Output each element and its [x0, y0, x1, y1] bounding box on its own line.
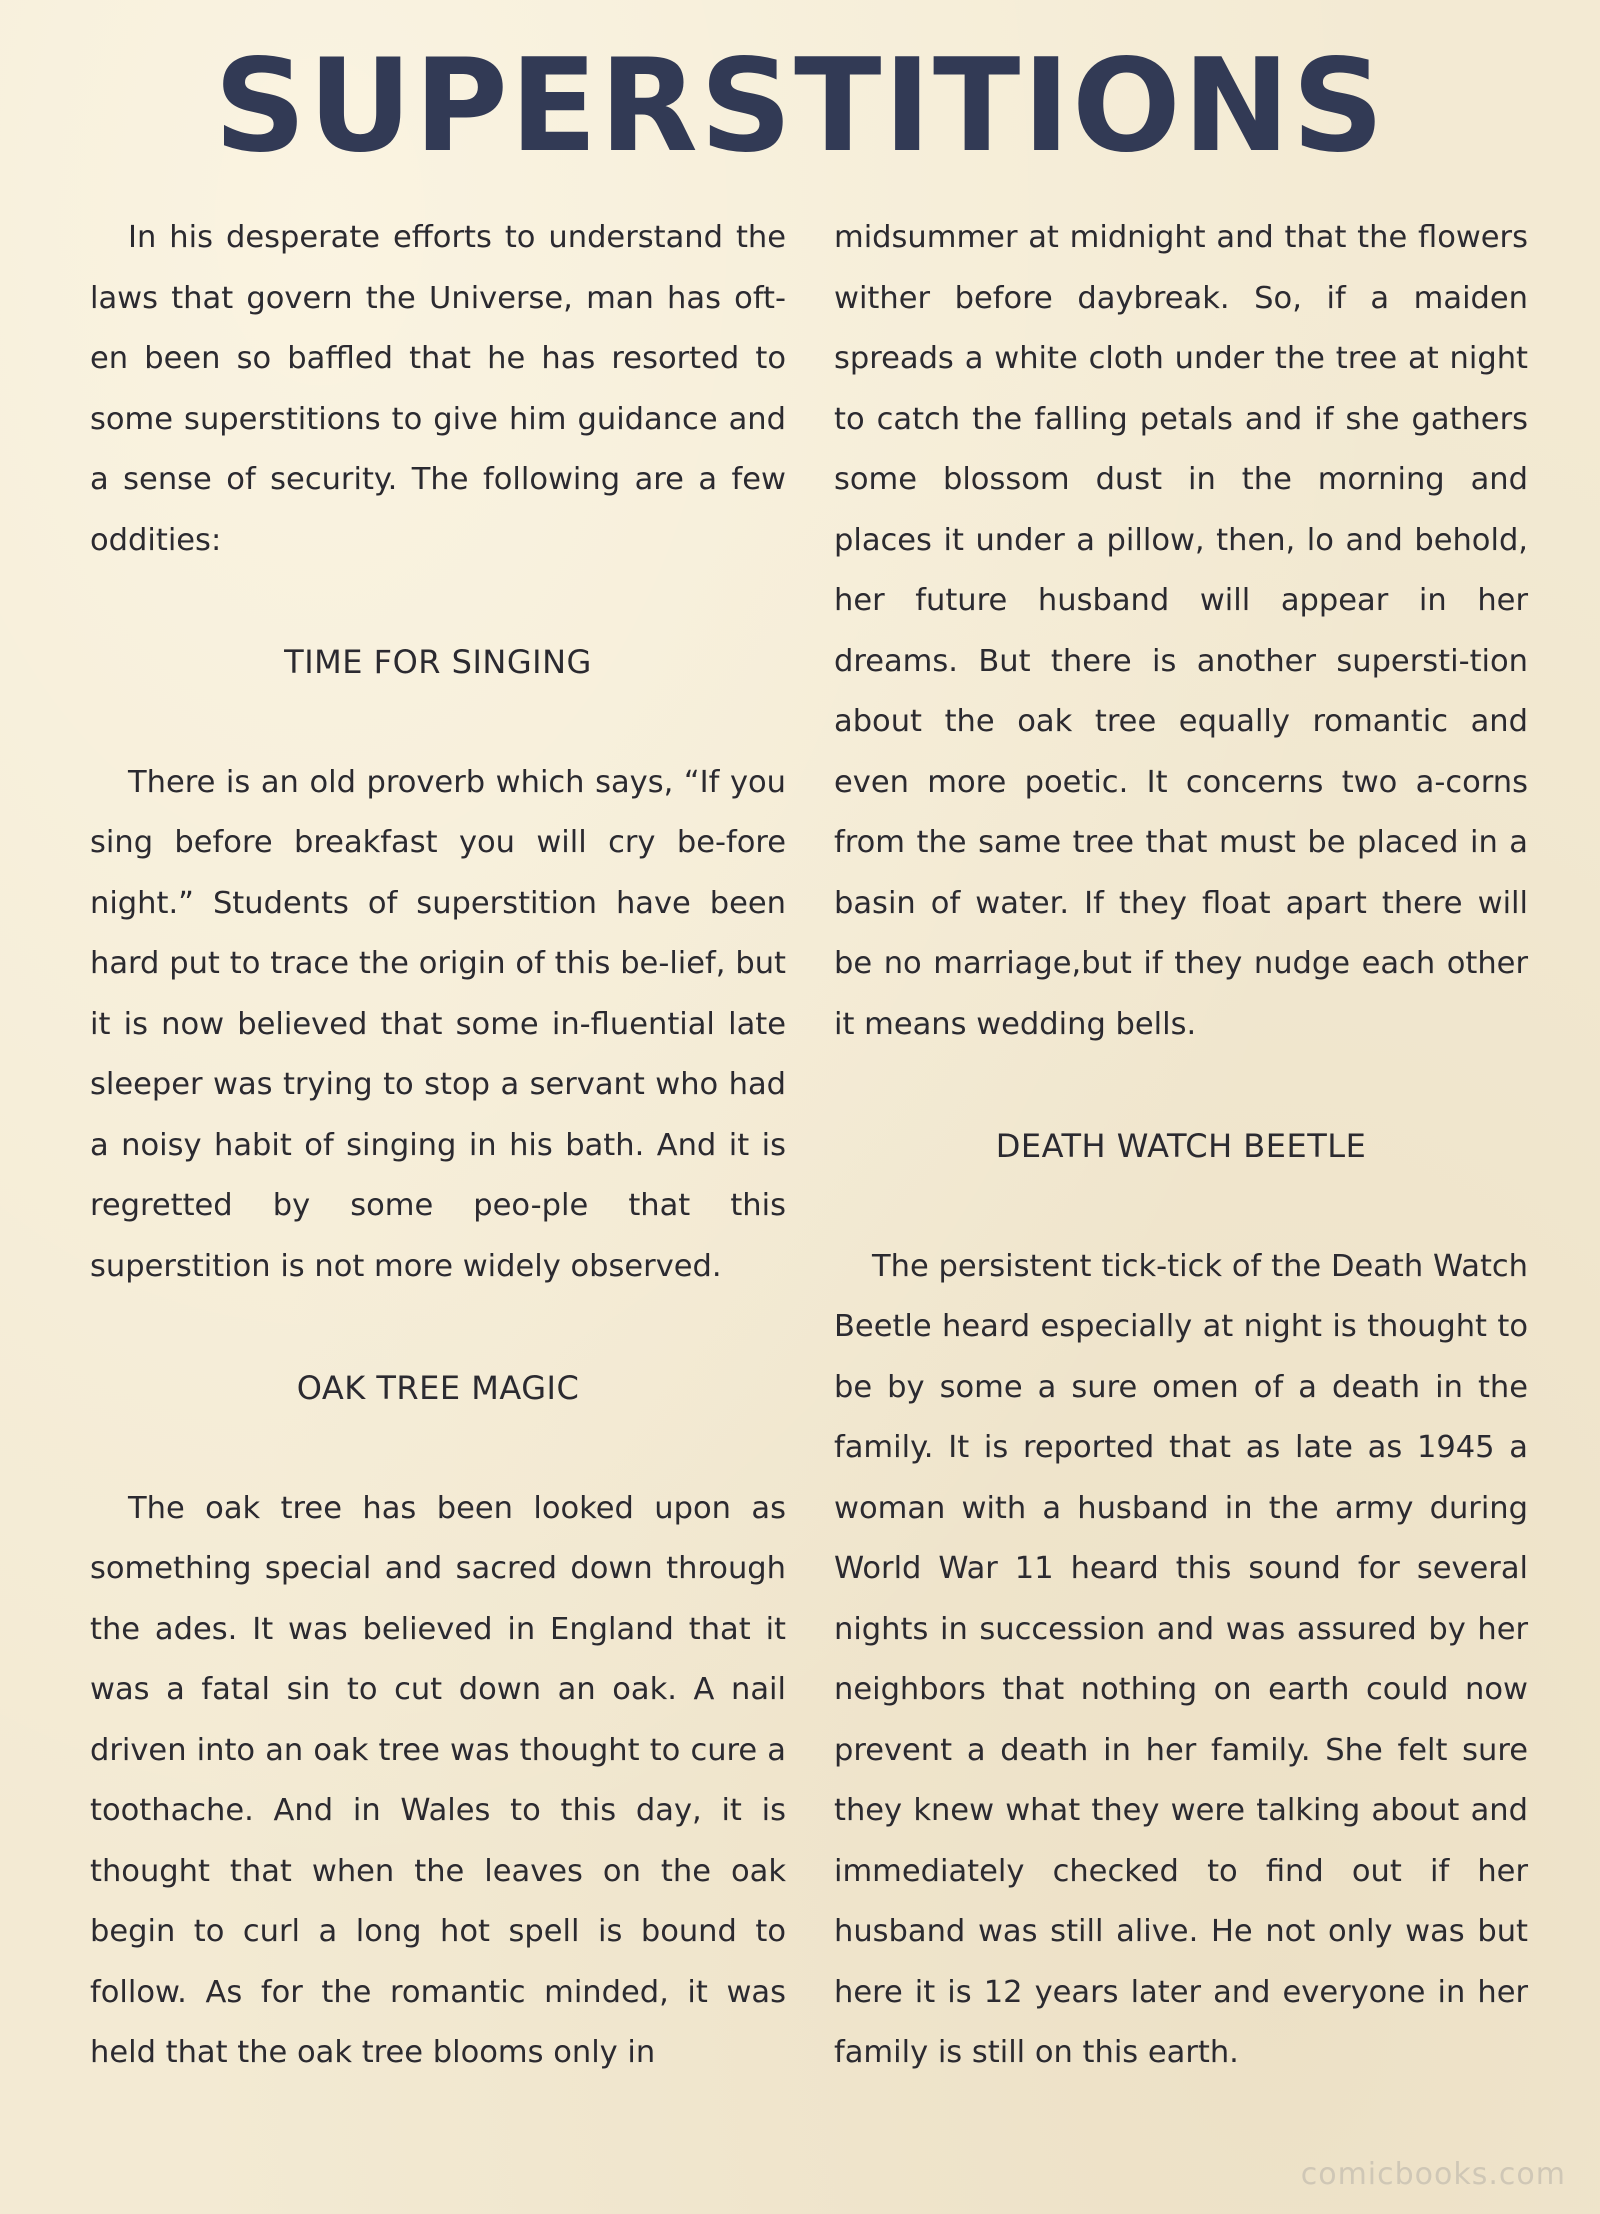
page-title: SUPERSTITIONS [213, 32, 1387, 181]
spacer [90, 692, 786, 753]
section-body-time-for-singing: There is an old proverb which says, “If you sing before breakfast you will cry be-fore night.” Students of superstition have been hard put to trace the origin of this be-lief, but it is now believed that some in-fluential late sleeper was trying to stop a servant who had a noisy habit of singing in his bath. And it is regretted by some peo-ple that this superstition is not more widely observed. [90, 764, 786, 1284]
spacer [90, 1297, 786, 1358]
section-heading-time-for-singing: TIME FOR SINGING [284, 642, 592, 681]
section-body-oak-tree-magic: The oak tree has been looked upon as something special and sacred down through the ades. It was believed in England that it was a fatal sin to cut down an oak. A nail driven into an oak tree was thought to cure a toothache. And in Wales to this day, it is thought that when the leaves on the oak begin to curl a long hot spell is bound to follow. As for the romantic minded, it was held that the oak tree blooms only in [90, 1490, 786, 2070]
section-heading-oak-tree-magic: OAK TREE MAGIC [296, 1368, 580, 1407]
spacer [90, 571, 786, 632]
section-heading-death-watch-beetle: DEATH WATCH BEETLE [995, 1126, 1367, 1165]
intro-paragraph: In his desperate efforts to understand the laws that govern the Universe, man has oft-en been so baffled that he has resorted to some superstitions to give him guidance and a sense of security. The following are a few oddities: [90, 220, 786, 558]
left-column [90, 208, 786, 2084]
right-column [834, 208, 1528, 2084]
spacer [834, 1176, 1528, 1237]
section-body-death-watch-beetle: The persistent tick-tick of the Death Watch Beetle heard especially at night is thought to be by some a sure omen of a death in the family. It is reported that as late as 1945 a woman with a husband in the army during World War 11 heard this sound for several nights in succession and was assured by her neighbors that nothing on earth could now prevent a death in her family. She felt sure they knew what they were talking about and immediately checked to find out if her husband was still alive. He not only was but here it is 12 years later and everyone in her family is still on this earth. [834, 1248, 1528, 2070]
spacer [834, 1055, 1528, 1116]
oak-tree-continuation-paragraph: midsummer at midnight and that the flowers wither before daybreak. So, if a maiden spreads a white cloth under the tree at night to catch the falling petals and if she gathers some blossom dust in the morning and places it under a pillow, then, lo and behold, her future husband will appear in her dreams. But there is another supersti-tion about the oak tree equally romantic and even more poetic. It concerns two a-corns from the same tree that must be placed in a basin of water. If they float apart there will be no marriage,but if they nudge each other it means wedding bells. [834, 220, 1528, 1042]
spacer [90, 1418, 786, 1479]
site-watermark: comicbooks.com [1300, 2157, 1566, 2192]
